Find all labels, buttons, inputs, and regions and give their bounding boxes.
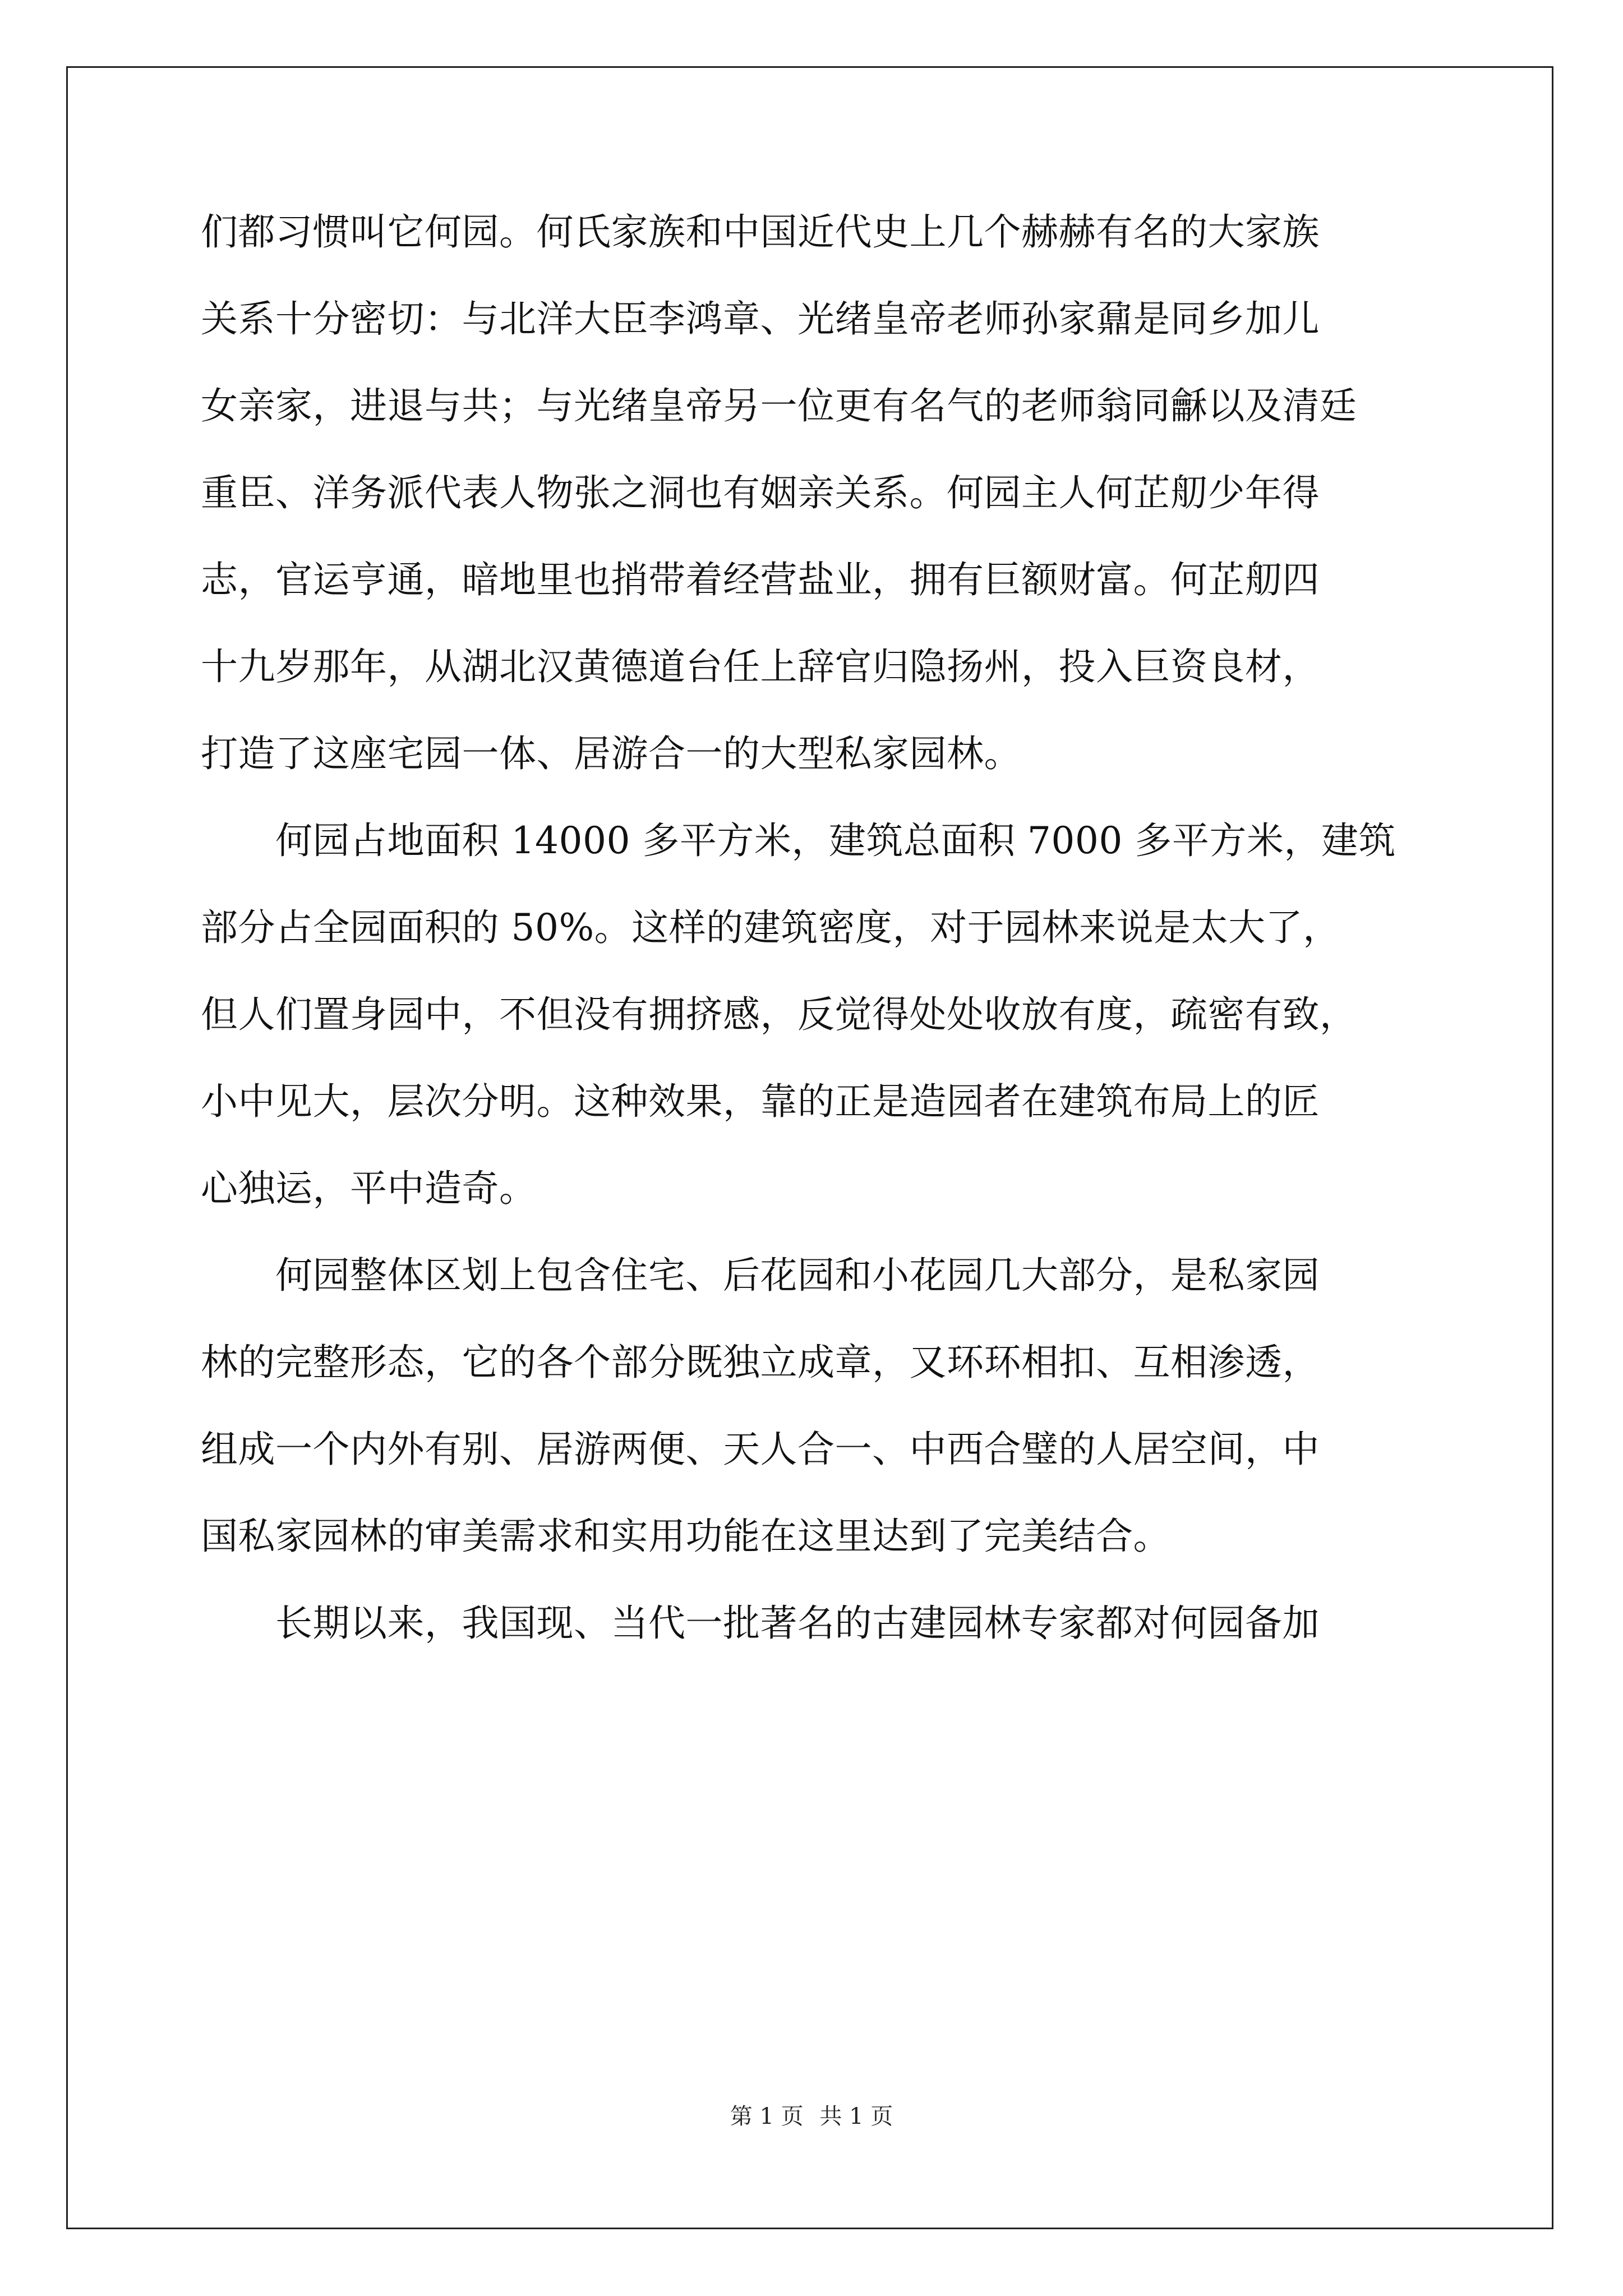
text-line: 但人们置身园中，不但没有拥挤感，反觉得处处收放有度，疏密有致， <box>201 993 1357 1036</box>
text-line: 何园占地面积 14000 多平方米，建筑总面积 7000 多平方米，建筑 <box>201 819 1396 862</box>
text-line: 关系十分密切：与北洋大臣李鸿章、光绪皇帝老师孙家鼐是同乡加儿 <box>201 297 1320 341</box>
text-line: 国私家园林的审美需求和实用功能在这里达到了完美结合。 <box>201 1515 1170 1558</box>
page-number: 第 1 页 <box>730 2104 804 2129</box>
text-line: 重臣、洋务派代表人物张之洞也有姻亲关系。何园主人何芷舠少年得 <box>201 471 1320 514</box>
text-line: 长期以来，我国现、当代一批著名的古建园林专家都对何园备加 <box>201 1602 1320 1645</box>
page-footer <box>0 2101 1623 2132</box>
text-line: 组成一个内外有别、居游两便、天人合一、中西合璧的人居空间，中 <box>201 1428 1320 1471</box>
text-line: 志，官运亨通，暗地里也捎带着经营盐业，拥有巨额财富。何芷舠四 <box>201 558 1320 601</box>
text-line: 林的完整形态，它的各个部分既独立成章，又环环相扣、互相渗透， <box>201 1341 1320 1384</box>
text-line: 女亲家，进退与共；与光绪皇帝另一位更有名气的老师翁同龢以及清廷 <box>201 384 1357 427</box>
text-line: 们都习惯叫它何园。何氏家族和中国近代史上几个赫赫有名的大家族 <box>201 210 1320 254</box>
text-line: 小中见大，层次分明。这种效果，靠的正是造园者在建筑布局上的匠 <box>201 1080 1320 1123</box>
text-line: 打造了这座宅园一体、居游合一的大型私家园林。 <box>201 732 1021 775</box>
page-total: 共 1 页 <box>819 2104 893 2129</box>
text-line: 部分占全园面积的 50%。这样的建筑密度，对于园林来说是太大了， <box>201 906 1340 949</box>
text-line: 何园整体区划上包含住宅、后花园和小花园几大部分，是私家园 <box>201 1254 1320 1297</box>
text-line: 心独运，平中造奇。 <box>201 1167 537 1210</box>
text-line: 十九岁那年，从湖北汉黄德道台任上辞官归隐扬州，投入巨资良材， <box>201 645 1320 688</box>
